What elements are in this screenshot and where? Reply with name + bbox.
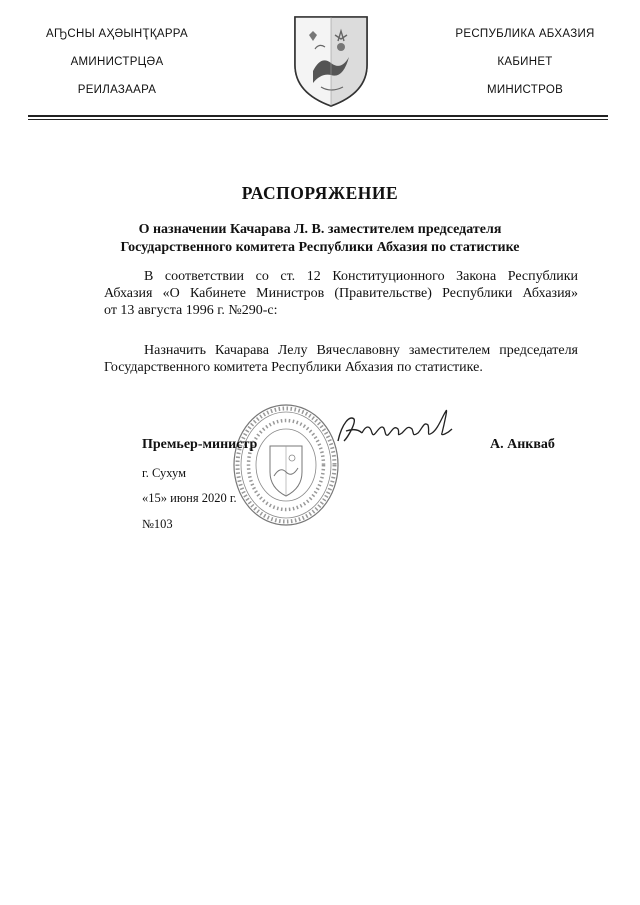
order-line-1: Назначить Качарава Лелу Вячеславовну заместителем председателя <box>144 343 578 358</box>
issue-date: «15» июня 2020 г. <box>142 491 237 505</box>
signatory-name: А. Анкваб <box>490 437 555 452</box>
letterhead <box>0 0 640 120</box>
document-title: РАСПОРЯЖЕНИЕ <box>241 183 399 203</box>
subject-line-2: Государственного комитета Республики Абхазия по статистике <box>120 240 520 255</box>
letterhead-left-line-1: АҦСНЫ АҲӘЫНҬҚАРРА <box>46 28 188 40</box>
document-number: №103 <box>142 517 173 531</box>
document-subject <box>0 221 640 257</box>
signatory-position: Премьер-министр <box>142 437 258 452</box>
letterhead-left-line-2: АМИНИСТРЦӘА <box>70 56 164 68</box>
order-paragraph <box>104 342 578 376</box>
preamble-line-3: от 13 августа 1996 г. №290-с: <box>104 303 278 318</box>
header-rule-thin <box>28 119 608 120</box>
subject-line-1: О назначении Качарава Л. В. заместителем председателя <box>138 222 502 237</box>
preamble-line-1: В соответствии со ст. 12 Конституционного Закона Республики <box>144 269 578 284</box>
letterhead-left <box>2 27 232 111</box>
letterhead-right <box>410 27 640 111</box>
signature-icon <box>332 403 462 453</box>
issue-place: г. Сухум <box>142 466 187 480</box>
preamble-paragraph <box>104 268 578 319</box>
preamble-line-2: Абхазия «О Кабинете Министров (Правительстве) Республики Абхазия» <box>104 286 578 301</box>
order-line-2: Государственного комитета Республики Абхазия по статистике. <box>104 360 483 375</box>
official-seal-icon <box>232 402 340 528</box>
coat-of-arms-icon <box>291 13 371 109</box>
letterhead-right-line-3: МИНИСТРОВ <box>486 84 564 96</box>
letterhead-right-line-2: КАБИНЕТ <box>497 56 553 68</box>
header-rule-thick <box>28 115 608 117</box>
letterhead-right-line-1: РЕСПУБЛИКА АБХАЗИЯ <box>455 28 595 40</box>
letterhead-left-line-3: РЕИЛАЗААРА <box>77 84 157 96</box>
